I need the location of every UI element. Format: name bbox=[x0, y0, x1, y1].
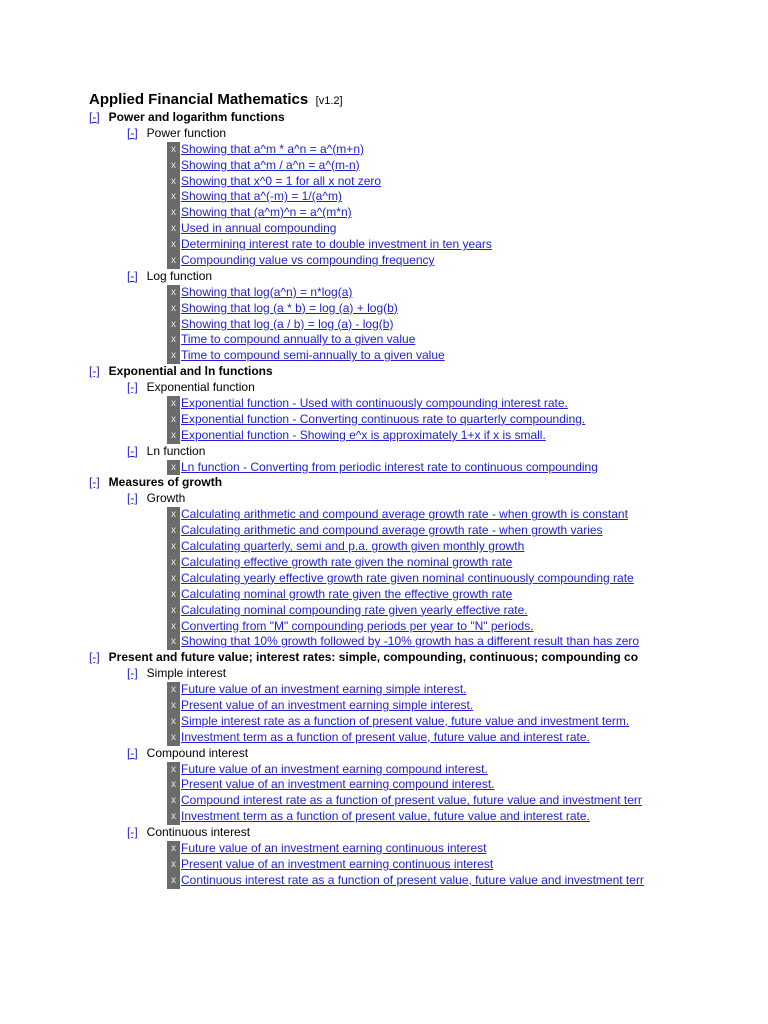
topic-link[interactable]: Converting from "M" compounding periods per year to "N" periods. bbox=[181, 618, 534, 633]
collapse-toggle[interactable]: [-] bbox=[127, 825, 138, 840]
collapse-toggle[interactable]: [-] bbox=[89, 110, 100, 124]
list-item bbox=[89, 460, 665, 476]
x-marker-icon: x bbox=[167, 317, 180, 333]
section-heading: Power and logarithm functions bbox=[108, 110, 285, 124]
topic-link[interactable]: Present value of an investment earning continuous interest bbox=[181, 856, 494, 871]
x-marker-icon: x bbox=[167, 555, 180, 571]
x-marker-icon: x bbox=[167, 539, 180, 555]
list-item bbox=[89, 428, 665, 444]
x-marker-icon: x bbox=[167, 571, 180, 587]
subsection-row bbox=[89, 444, 665, 460]
x-marker-icon: x bbox=[167, 603, 180, 619]
x-marker-icon: x bbox=[167, 253, 180, 269]
topic-link[interactable]: Simple interest rate as a function of present value, future value and investment term. bbox=[181, 713, 630, 728]
topic-link[interactable]: Showing that log (a / b) = log (a) - log(b) bbox=[181, 316, 394, 331]
collapse-toggle[interactable]: [-] bbox=[127, 666, 138, 681]
collapse-toggle[interactable]: [-] bbox=[127, 268, 138, 283]
subsection-heading: Continuous interest bbox=[146, 825, 251, 840]
topic-link[interactable]: Present value of an investment earning compound interest. bbox=[181, 777, 495, 792]
list-item bbox=[89, 189, 665, 205]
list-item bbox=[89, 285, 665, 301]
subsection-heading: Ln function bbox=[146, 443, 206, 458]
topic-link[interactable]: Calculating arithmetic and compound average growth rate - when growth varies bbox=[181, 523, 603, 538]
list-item bbox=[89, 396, 665, 412]
topic-link[interactable]: Investment term as a function of present value, future value and interest rate. bbox=[181, 809, 590, 824]
x-marker-icon: x bbox=[167, 762, 180, 778]
x-marker-icon: x bbox=[167, 873, 180, 889]
x-marker-icon: x bbox=[167, 301, 180, 317]
subsection-heading: Log function bbox=[146, 268, 213, 283]
list-item bbox=[89, 301, 665, 317]
subsection-row bbox=[89, 746, 665, 762]
collapse-toggle[interactable]: [-] bbox=[127, 125, 138, 140]
list-item bbox=[89, 857, 665, 873]
subsection-row bbox=[89, 126, 665, 142]
topic-link[interactable]: Showing that a^m / a^n = a^(m-n) bbox=[181, 157, 360, 172]
list-item bbox=[89, 253, 665, 269]
list-item bbox=[89, 332, 665, 348]
list-item bbox=[89, 841, 665, 857]
topic-link[interactable]: Showing that a^m * a^n = a^(m+n) bbox=[181, 141, 364, 156]
x-marker-icon: x bbox=[167, 460, 180, 476]
topic-link[interactable]: Future value of an investment earning continuous interest bbox=[181, 840, 487, 855]
topic-link[interactable]: Compound interest rate as a function of present value, future value and investment terr bbox=[181, 793, 642, 808]
topic-link[interactable]: Calculating arithmetic and compound average growth rate - when growth is constant bbox=[181, 507, 628, 522]
document-outline bbox=[89, 90, 665, 890]
list-item bbox=[89, 237, 665, 253]
section-row bbox=[89, 475, 665, 491]
list-item bbox=[89, 682, 665, 698]
collapse-toggle[interactable]: [-] bbox=[127, 443, 138, 458]
x-marker-icon: x bbox=[167, 682, 180, 698]
title-row bbox=[89, 90, 665, 110]
x-marker-icon: x bbox=[167, 857, 180, 873]
topic-link[interactable]: Future value of an investment earning simple interest. bbox=[181, 682, 467, 697]
x-marker-icon: x bbox=[167, 619, 180, 635]
list-item bbox=[89, 142, 665, 158]
subsection-heading: Exponential function bbox=[146, 380, 255, 395]
x-marker-icon: x bbox=[167, 396, 180, 412]
subsection-row bbox=[89, 666, 665, 682]
list-item bbox=[89, 777, 665, 793]
subsection-heading: Growth bbox=[146, 491, 186, 506]
topic-link[interactable]: Exponential function - Converting continuous rate to quarterly compounding. bbox=[181, 411, 586, 426]
list-item bbox=[89, 619, 665, 635]
list-item bbox=[89, 317, 665, 333]
collapse-toggle[interactable]: [-] bbox=[89, 475, 100, 490]
x-marker-icon: x bbox=[167, 158, 180, 174]
list-item bbox=[89, 174, 665, 190]
x-marker-icon: x bbox=[167, 634, 180, 650]
topic-link[interactable]: Showing that x^0 = 1 for all x not zero bbox=[181, 173, 382, 188]
x-marker-icon: x bbox=[167, 793, 180, 809]
page-title: Applied Financial Mathematics bbox=[89, 91, 309, 108]
topic-link[interactable]: Showing that log (a * b) = log (a) + log(b) bbox=[181, 300, 398, 315]
topic-link[interactable]: Exponential function - Used with continuously compounding interest rate. bbox=[181, 396, 568, 411]
list-item bbox=[89, 730, 665, 746]
list-item bbox=[89, 348, 665, 364]
list-item bbox=[89, 873, 665, 889]
subsection-heading: Compound interest bbox=[146, 745, 249, 760]
topic-link[interactable]: Time to compound annually to a given value bbox=[181, 332, 416, 347]
x-marker-icon: x bbox=[167, 205, 180, 221]
x-marker-icon: x bbox=[167, 777, 180, 793]
topic-link[interactable]: Showing that 10% growth followed by -10% growth has a different result than has zero bbox=[181, 634, 640, 649]
list-item bbox=[89, 539, 665, 555]
x-marker-icon: x bbox=[167, 507, 180, 523]
list-item bbox=[89, 523, 665, 539]
x-marker-icon: x bbox=[167, 142, 180, 158]
x-marker-icon: x bbox=[167, 587, 180, 603]
section-heading: Measures of growth bbox=[108, 475, 223, 490]
topic-link[interactable]: Continuous interest rate as a function of present value, future value and investment terr bbox=[181, 872, 644, 887]
topic-link[interactable]: Calculating yearly effective growth rate given nominal continuously compounding rate bbox=[181, 570, 634, 585]
list-item bbox=[89, 587, 665, 603]
subsection-row bbox=[89, 269, 665, 285]
topic-link[interactable]: Time to compound semi-annually to a given value bbox=[181, 348, 445, 363]
x-marker-icon: x bbox=[167, 841, 180, 857]
list-item bbox=[89, 603, 665, 619]
x-marker-icon: x bbox=[167, 285, 180, 301]
subsection-heading: Power function bbox=[146, 125, 227, 140]
x-marker-icon: x bbox=[167, 714, 180, 730]
section-row bbox=[89, 650, 665, 666]
list-item bbox=[89, 158, 665, 174]
topic-link[interactable]: Showing that a^(-m) = 1/(a^m) bbox=[181, 189, 342, 204]
collapse-toggle[interactable]: [-] bbox=[127, 491, 138, 506]
topic-link[interactable]: Calculating nominal compounding rate given yearly effective rate. bbox=[181, 602, 528, 617]
x-marker-icon: x bbox=[167, 428, 180, 444]
list-item bbox=[89, 714, 665, 730]
x-marker-icon: x bbox=[167, 332, 180, 348]
version-label: [v1.2] bbox=[315, 95, 343, 107]
topic-link[interactable]: Future value of an investment earning compound interest. bbox=[181, 761, 488, 776]
topic-link[interactable]: Investment term as a function of present value, future value and interest rate. bbox=[181, 729, 590, 744]
x-marker-icon: x bbox=[167, 348, 180, 364]
list-item bbox=[89, 809, 665, 825]
collapse-toggle[interactable]: [-] bbox=[127, 380, 138, 395]
topic-link[interactable]: Ln function - Converting from periodic interest rate to continuous compounding bbox=[181, 459, 598, 474]
list-item bbox=[89, 762, 665, 778]
x-marker-icon: x bbox=[167, 189, 180, 205]
topic-link[interactable]: Calculating effective growth rate given the nominal growth rate bbox=[181, 554, 513, 569]
topic-link[interactable]: Determining interest rate to double investment in ten years bbox=[181, 237, 492, 252]
collapse-toggle[interactable]: [-] bbox=[89, 364, 100, 379]
x-marker-icon: x bbox=[167, 698, 180, 714]
x-marker-icon: x bbox=[167, 237, 180, 253]
x-marker-icon: x bbox=[167, 730, 180, 746]
collapse-toggle[interactable]: [-] bbox=[89, 650, 100, 665]
section-heading: Present and future value; interest rates: simple, compounding, continuous; compounding co bbox=[108, 650, 639, 665]
topic-link[interactable]: Present value of an investment earning simple interest. bbox=[181, 697, 474, 712]
section-heading: Exponential and ln functions bbox=[108, 364, 273, 379]
topic-link[interactable]: Showing that (a^m)^n = a^(m*n) bbox=[181, 205, 352, 220]
x-marker-icon: x bbox=[167, 221, 180, 237]
section-row bbox=[89, 364, 665, 380]
list-item bbox=[89, 571, 665, 587]
outline-tree bbox=[89, 110, 665, 889]
topic-link[interactable]: Used in annual compounding bbox=[181, 221, 337, 236]
topic-link[interactable]: Calculating quarterly, semi and p.a. growth given monthly growth bbox=[181, 539, 525, 554]
x-marker-icon: x bbox=[167, 523, 180, 539]
subsection-heading: Simple interest bbox=[146, 666, 227, 681]
list-item bbox=[89, 698, 665, 714]
topic-link[interactable]: Compounding value vs compounding frequency bbox=[181, 253, 435, 268]
list-item bbox=[89, 412, 665, 428]
subsection-row bbox=[89, 825, 665, 841]
list-item bbox=[89, 793, 665, 809]
list-item bbox=[89, 555, 665, 571]
list-item bbox=[89, 634, 665, 650]
x-marker-icon: x bbox=[167, 809, 180, 825]
collapse-toggle[interactable]: [-] bbox=[127, 745, 138, 760]
x-marker-icon: x bbox=[167, 412, 180, 428]
subsection-row bbox=[89, 491, 665, 507]
list-item bbox=[89, 205, 665, 221]
x-marker-icon: x bbox=[167, 174, 180, 190]
section-row bbox=[89, 110, 665, 126]
topic-link[interactable]: Showing that log(a^n) = n*log(a) bbox=[181, 284, 353, 299]
topic-link[interactable]: Exponential function - Showing e^x is approximately 1+x if x is small. bbox=[181, 427, 546, 442]
list-item bbox=[89, 507, 665, 523]
topic-link[interactable]: Calculating nominal growth rate given the effective growth rate bbox=[181, 586, 513, 601]
subsection-row bbox=[89, 380, 665, 396]
list-item bbox=[89, 221, 665, 237]
